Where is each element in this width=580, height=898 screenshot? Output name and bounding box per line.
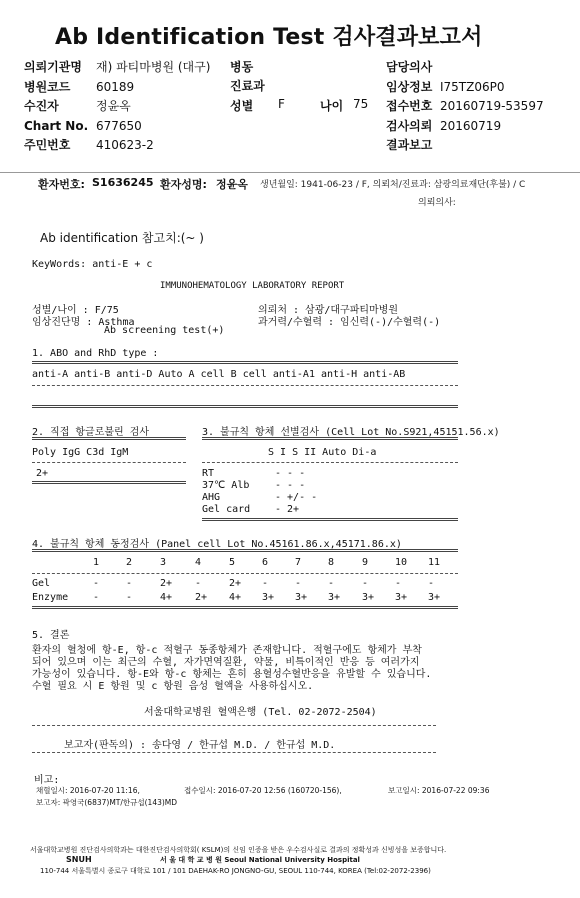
dept-label: 진료과 (230, 79, 265, 93)
panel-column-header: 10 (395, 557, 408, 568)
reporter-ids: 보고자: 곽영국(6837)MT/한규섭(143)MD (36, 798, 178, 807)
header-left (24, 58, 210, 156)
conclusion-line: 환자의 혈청에 항-E, 항-c 적혈구 동종항체가 존재합니다. 적혈구에도 항체가 부착 (32, 645, 422, 656)
panel-cell: 2+ (229, 578, 242, 589)
conclusion-line: 가능성이 있습니다. 항-E와 항-c 항체는 흔히 용혈성수혈반응을 유발할 수 있습니다. (32, 669, 432, 680)
panel-cell: - (362, 578, 369, 589)
panel-cell: 4+ (160, 592, 173, 603)
panel-cell: 3+ (328, 592, 341, 603)
panel-cell: 2+ (195, 592, 208, 603)
sex-value: F (278, 97, 285, 111)
conclusion-line: 수혈 필요 시 E 항원 및 c 항원 음성 혈액을 사용하십시오. (32, 681, 314, 692)
panel-cell: 3+ (428, 592, 441, 603)
screen-row-values: - +/- - (275, 492, 318, 503)
dat-columns: Poly IgG C3d IgM (32, 447, 129, 458)
panel-cell: 3+ (295, 592, 308, 603)
divider (32, 549, 458, 552)
panel-cell: - (428, 578, 435, 589)
panel-cell: - (262, 578, 269, 589)
panel-column-header: 6 (262, 557, 269, 568)
patient-name: 정윤옥 (216, 178, 248, 191)
age-value: 75 (353, 97, 369, 111)
logo-text: SNUH (66, 855, 92, 864)
snuh-logo (66, 855, 92, 864)
conclusion-text (32, 645, 431, 693)
header-key: 접수번호 (386, 99, 433, 113)
divider (32, 361, 458, 364)
screen-row-label: RT (202, 468, 215, 479)
screen-columns: S I S II Auto Di-a (268, 447, 377, 458)
header-value: 20160719 (440, 118, 502, 133)
screen-row-label: Gel card (202, 504, 251, 515)
info-diagnosis-2: Ab screening test(+) (104, 325, 225, 336)
note-label: 비고: (34, 775, 60, 786)
patient-no: S1636245 (92, 176, 154, 189)
reported-time: 보고일시: 2016-07-22 09:36 (388, 786, 490, 795)
panel-cell: 3+ (362, 592, 375, 603)
divider (202, 437, 458, 440)
header-key: 수진자 (24, 99, 59, 113)
divider (32, 606, 458, 609)
section5-title: 5. 결론 (32, 630, 70, 641)
header-value: 정윤옥 (96, 99, 131, 113)
report-title: Ab Identification Test 검사결과보고서 (55, 25, 483, 50)
section2-title: 2. 직접 항글로불린 검사 (32, 427, 150, 438)
panel-column-header: 8 (328, 557, 335, 568)
hospital-address: 110-744 서울특별시 종로구 대학로 101 / 101 DAEHAK-RO JONGNO-GU, SEOUL 110-744, KOREA (Tel:02-2072-2396) (40, 867, 431, 875)
section1-title: 1. ABO and RhD type : (32, 348, 159, 359)
header-key: 의뢰기관명 (24, 60, 82, 74)
info-diagnosis: 임상진단명 : Asthma (32, 317, 135, 328)
info-sexage: 성별/나이 : F/75 (32, 305, 119, 316)
divider (32, 462, 186, 463)
blood-bank: 서울대학교병원 혈액은행 (Tel. 02-2072-2504) (144, 707, 377, 718)
header-value: 677650 (96, 118, 142, 133)
panel-cell: - (295, 578, 302, 589)
panel-cell: - (93, 578, 100, 589)
header-value: 60189 (96, 79, 135, 94)
header-value: I75TZ06P0 (440, 79, 505, 94)
keywords: KeyWords: anti-E + c (32, 259, 153, 270)
panel-row-label: Gel (32, 578, 51, 589)
divider (32, 481, 186, 484)
divider (32, 437, 186, 440)
header-value: 410623-2 (96, 138, 154, 152)
received-time: 접수일시: 2016-07-20 12:56 (160720-156), (184, 786, 342, 795)
panel-column-header: 9 (362, 557, 369, 568)
panel-cell: - (195, 578, 202, 589)
header-key: 담당의사 (386, 60, 433, 74)
age-label: 나이 (320, 99, 344, 113)
divider (202, 518, 458, 521)
header-key: 검사의뢰 (386, 118, 433, 133)
header-key: 결과보고 (386, 138, 433, 152)
screen-row-values: - - - (275, 480, 306, 491)
header-key: 주민번호 (24, 138, 71, 152)
panel-column-header: 4 (195, 557, 202, 568)
screen-row-values: - 2+ (275, 504, 300, 515)
info-history: 과거력/수혈력 : 임신력(-)/수혈력(-) (258, 317, 441, 328)
panel-column-header: 2 (126, 557, 133, 568)
screen-row-label: AHG (202, 492, 221, 503)
referring-doctor: 의뢰의사: (418, 198, 456, 208)
panel-cell: - (328, 578, 335, 589)
sex-label: 성별 (230, 99, 254, 113)
divider (32, 385, 458, 386)
panel-row-label: Enzyme (32, 592, 69, 603)
header-value: 재) 파티마병원 (대구) (96, 60, 211, 74)
panel-cell: 3+ (262, 592, 275, 603)
divider (32, 573, 458, 574)
conclusion-line: 되어 있으며 이는 최근의 수혈, 자가면역질환, 약물, 비특이적인 반응 등 여러가지 (32, 657, 420, 668)
panel-column-header: 5 (229, 557, 236, 568)
panel-cell: - (126, 578, 133, 589)
panel-column-header: 3 (160, 557, 167, 568)
header-right (386, 58, 544, 156)
reporter: 보고자(판독의) : 송다영 / 한규섭 M.D. / 한규섭 M.D. (64, 740, 336, 751)
panel-column-header: 11 (428, 557, 441, 568)
panel-column-header: 1 (93, 557, 100, 568)
collected-time: 채혈일시: 2016-07-20 11:16, (36, 786, 140, 795)
section4-title: 4. 불규칙 항체 동정검사 (Panel cell Lot No.45161.86.x,45171.86.x) (32, 539, 402, 550)
divider (32, 752, 436, 753)
lab-report-title: IMMUNOHEMATOLOGY LABORATORY REPORT (160, 281, 345, 291)
patient-name-label: 환자성명: (160, 178, 207, 191)
header-value: 20160719-53597 (440, 99, 544, 113)
certification-text: 서울대학교병원 진단검사의학과는 대한진단검사의학회( KSLM)의 신임 인증을 받은 우수검사실로 결과의 정확성과 신빙성을 보증합니다. (30, 846, 447, 854)
dat-poly-value: 2+ (36, 468, 49, 479)
abo-columns: anti-A anti-B anti-D Auto A cell B cell anti-A1 anti-H anti-AB (32, 369, 406, 380)
header-key: 병원코드 (24, 79, 71, 94)
screen-row-label: 37℃ Alb (202, 480, 250, 491)
ward-label: 병동 (230, 60, 254, 74)
divider (202, 462, 458, 463)
panel-column-header: 7 (295, 557, 302, 568)
divider (32, 405, 458, 408)
info-referral: 의뢰처 : 삼광/대구파티마병원 (258, 305, 399, 316)
divider (32, 725, 436, 726)
panel-cell: 2+ (160, 578, 173, 589)
panel-cell: - (126, 592, 133, 603)
panel-cell: 3+ (395, 592, 408, 603)
screen-row-values: - - - (275, 468, 306, 479)
reference-range: Ab identification 참고치:(~ ) (40, 231, 204, 245)
patient-info: 생년월일: 1941-06-23 / F, 의뢰처/진료과: 삼광의료재단(후불) / C (260, 180, 526, 190)
panel-cell: 4+ (229, 592, 242, 603)
panel-cell: - (93, 592, 100, 603)
panel-cell: - (395, 578, 402, 589)
header-key: Chart No. (24, 118, 89, 133)
section3-title: 3. 불규칙 항체 선별검사 (Cell Lot No.S921,45151.56.x) (202, 427, 500, 438)
patient-no-label: 환자번호: (38, 178, 85, 191)
header-key: 임상정보 (386, 79, 433, 94)
hospital-name: 서 울 대 학 교 병 원 Seoul National University Hospital (160, 856, 360, 864)
